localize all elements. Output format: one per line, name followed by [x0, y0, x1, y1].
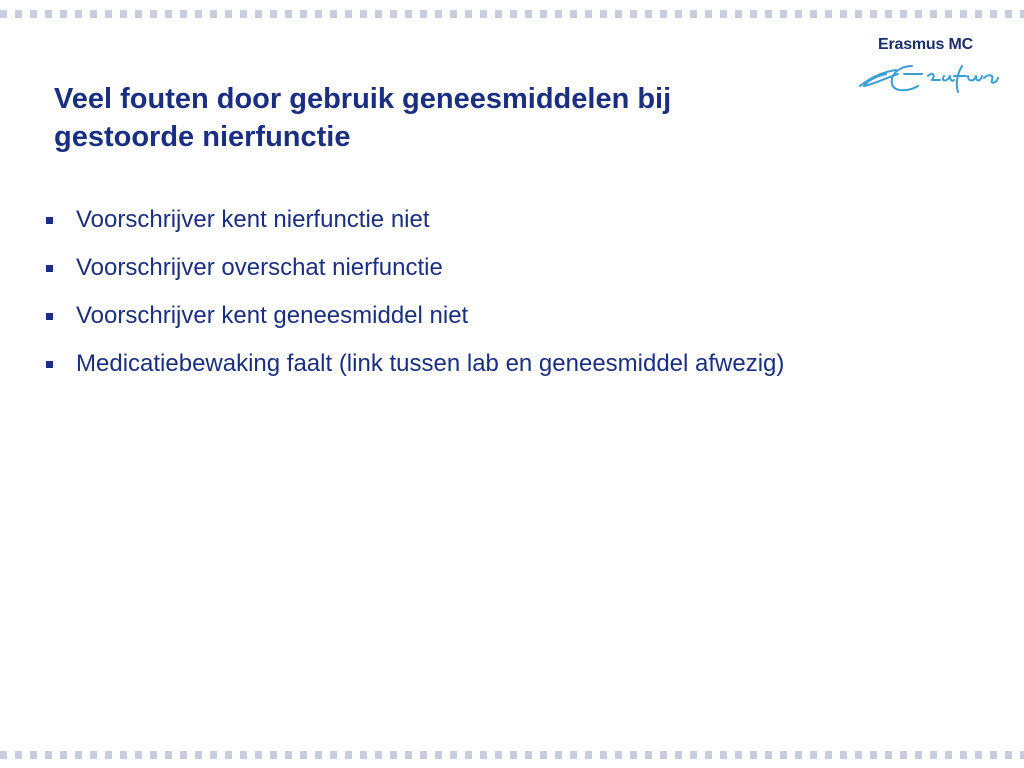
bullet-item — [44, 244, 784, 292]
bullet-item — [44, 196, 784, 244]
slide-title — [54, 80, 834, 156]
square-bullet-icon — [46, 361, 53, 368]
slide-title-line-2: gestoorde nierfunctie — [54, 121, 351, 153]
erasmus-signature-icon — [856, 52, 1002, 98]
slide-title-line-1: Veel fouten door gebruik geneesmiddelen bij — [54, 83, 672, 115]
bullet-text: Voorschrijver overschat nierfunctie — [76, 254, 443, 281]
square-bullet-icon — [46, 313, 53, 320]
square-bullet-icon — [46, 217, 53, 224]
bullet-item — [44, 292, 784, 340]
bullet-text: Voorschrijver kent nierfunctie niet — [76, 206, 430, 233]
bullet-text: Voorschrijver kent geneesmiddel niet — [76, 302, 469, 329]
bullet-item — [44, 340, 784, 388]
square-bullet-icon — [46, 265, 53, 272]
bullet-text: Medicatiebewaking faalt (link tussen lab en geneesmiddel afwezig) — [76, 350, 785, 377]
logo-wordmark: Erasmus MC — [878, 36, 973, 53]
bullet-list — [44, 196, 784, 388]
erasmus-mc-logo — [856, 34, 1006, 100]
bottom-dotted-border — [0, 751, 1024, 759]
top-dotted-border — [0, 10, 1024, 18]
